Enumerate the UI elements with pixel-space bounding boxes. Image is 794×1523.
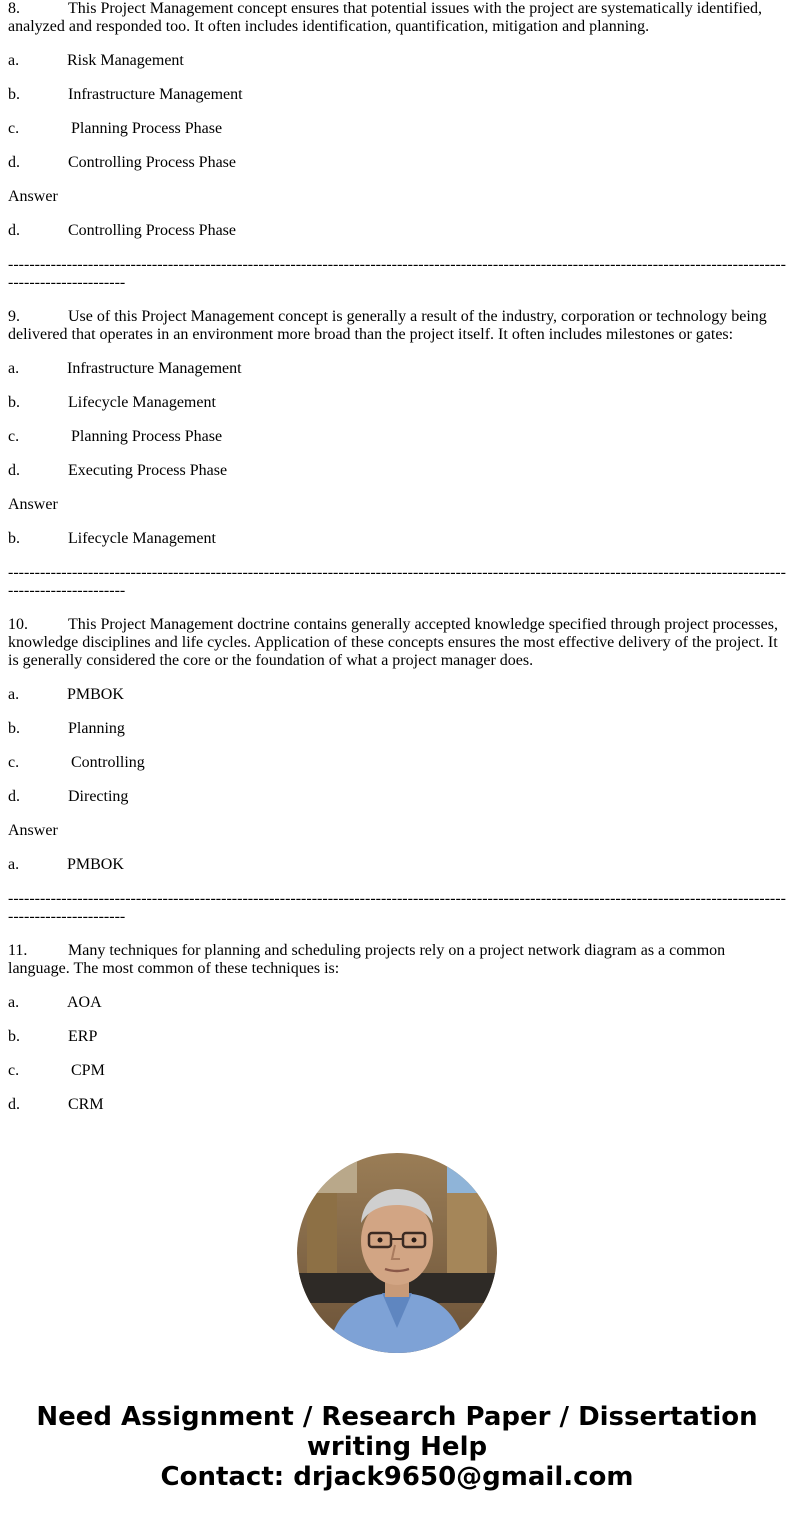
option-d: d. Executing Process Phase	[8, 462, 228, 479]
option-b: b. Infrastructure Management	[8, 86, 243, 103]
option-a: a. Infrastructure Management	[8, 360, 242, 377]
promo-contact: Contact: drjack9650@gmail.com	[160, 1462, 634, 1492]
option-a: a. Risk Management	[8, 52, 184, 69]
option-a: a. AOA	[8, 994, 102, 1011]
separator-line: ------------------------------------------------------------------------------------------------------------------------------------------------------------------------	[8, 890, 786, 925]
question-8-text: 8. This Project Management concept ensures that potential issues with the project are systematically identified, analyzed and responded too. It often includes identification, quantification, mitigation and planning.	[8, 0, 763, 35]
option-b: b. ERP	[8, 1028, 98, 1045]
answer-value: d. Controlling Process Phase	[8, 222, 236, 239]
promo-line-2: writing Help	[306, 1432, 488, 1462]
question-9-text: 9. Use of this Project Management concept is generally a result of the industry, corporation or technology being delivered that operates in an environment more broad than the project itself. It often includes milestones or gates:	[8, 308, 767, 343]
answer-value: a. PMBOK	[8, 856, 124, 873]
answer-label: Answer	[8, 822, 58, 839]
answer-value: b. Lifecycle Management	[8, 530, 216, 547]
option-c: c. Planning Process Phase	[8, 428, 223, 445]
option-c: c. Planning Process Phase	[8, 120, 223, 137]
option-d: d. Controlling Process Phase	[8, 154, 236, 171]
option-b: b. Lifecycle Management	[8, 394, 216, 411]
option-d: d. CRM	[8, 1096, 104, 1113]
promo-banner	[0, 1402, 794, 1492]
option-a: a. PMBOK	[8, 686, 124, 703]
document-body	[8, 0, 786, 1130]
option-c: c. CPM	[8, 1062, 105, 1079]
question-11-text: 11. Many techniques for planning and scheduling projects rely on a project network diagram as a common language. The most common of these techniques is:	[8, 942, 726, 977]
author-photo	[297, 1153, 497, 1353]
option-b: b. Planning	[8, 720, 125, 737]
author-portrait-icon	[297, 1153, 497, 1353]
answer-label: Answer	[8, 496, 58, 513]
answer-label: Answer	[8, 188, 58, 205]
question-10-text: 10. This Project Management doctrine contains generally accepted knowledge specified through project processes, knowledge disciplines and life cycles. Application of these concepts ensures the most effective delivery of the project. It is generally considered the core or the foundation of what a project manager does.	[8, 616, 778, 669]
option-c: c. Controlling	[8, 754, 145, 771]
promo-line-1: Need Assignment / Research Paper / Dissertation	[36, 1402, 758, 1432]
option-d: d. Directing	[8, 788, 129, 805]
separator-line: ------------------------------------------------------------------------------------------------------------------------------------------------------------------------	[8, 256, 786, 291]
separator-line: ------------------------------------------------------------------------------------------------------------------------------------------------------------------------	[8, 564, 786, 599]
